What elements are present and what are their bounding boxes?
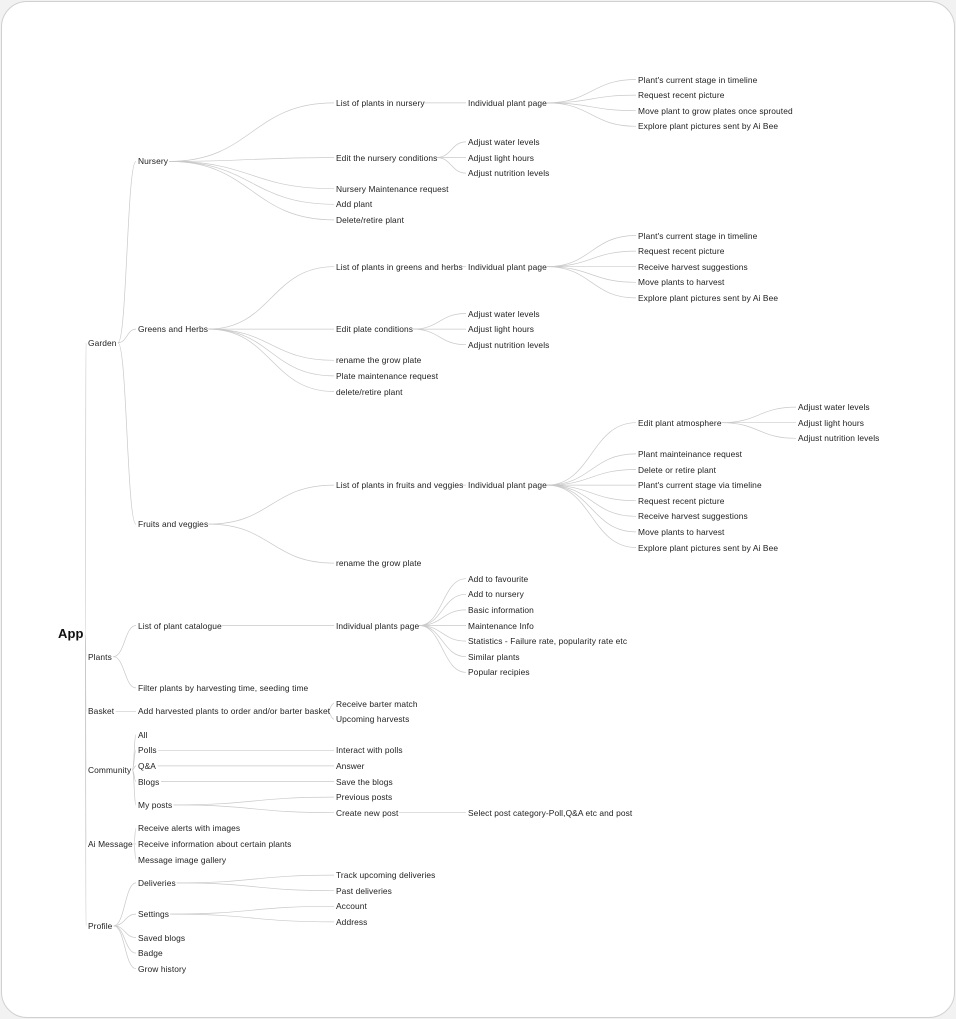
node-community: Community — [88, 764, 132, 775]
node-adjust-water-levels: Adjust water levels — [468, 136, 540, 147]
node-similar-plants: Similar plants — [468, 651, 520, 662]
node-receive-information-about-certain-plants: Receive information about certain plants — [138, 838, 292, 849]
node-nursery: Nursery — [138, 156, 169, 167]
canvas-frame — [1, 1, 955, 1018]
node-blogs: Blogs — [138, 776, 160, 787]
node-delete-or-retire-plant: Delete or retire plant — [638, 464, 717, 475]
node-interact-with-polls: Interact with polls — [336, 745, 403, 756]
node-list-of-plants-in-nursery: List of plants in nursery — [336, 97, 425, 108]
node-nursery-maintenance-request: Nursery Maintenance request — [336, 183, 449, 194]
node-plant-s-current-stage-via-timeline: Plant's current stage via timeline — [638, 480, 762, 491]
node-explore-plant-pictures-sent-by-ai-bee: Explore plant pictures sent by Ai Bee — [638, 121, 779, 132]
node-adjust-nutrition-levels: Adjust nutrition levels — [798, 433, 880, 444]
node-fruits-and-veggies: Fruits and veggies — [138, 519, 209, 530]
sitemap-tree — [2, 2, 954, 1017]
node-request-recent-picture: Request recent picture — [638, 246, 725, 257]
node-statistics-failure-rate-popularity-rate-etc: Statistics - Failure rate, popularity rate etc — [468, 636, 628, 647]
node-adjust-light-hours: Adjust light hours — [798, 417, 865, 428]
node-all: All — [138, 729, 148, 740]
node-select-post-category-poll-q-a-etc-and-post: Select post category-Poll,Q&A etc and post — [468, 807, 633, 818]
node-garden: Garden — [88, 337, 117, 348]
node-past-deliveries: Past deliveries — [336, 885, 392, 896]
node-list-of-plants-in-fruits-and-veggies: List of plants in fruits and veggies — [336, 480, 464, 491]
node-create-new-post: Create new post — [336, 807, 399, 818]
node-adjust-nutrition-levels: Adjust nutrition levels — [468, 168, 550, 179]
node-address: Address — [336, 916, 368, 927]
node-adjust-water-levels: Adjust water levels — [798, 402, 870, 413]
node-list-of-plant-catalogue: List of plant catalogue — [138, 620, 222, 631]
node-plants: Plants — [88, 651, 112, 662]
node-add-to-favourite: Add to favourite — [468, 573, 529, 584]
node-move-plant-to-grow-plates-once-sprouted: Move plant to grow plates once sprouted — [638, 105, 793, 116]
node-receive-harvest-suggestions: Receive harvest suggestions — [638, 261, 748, 272]
node-rename-the-grow-plate: rename the grow plate — [336, 355, 422, 366]
node-ai-message: Ai Message — [88, 838, 133, 849]
node-maintenance-info: Maintenance Info — [468, 620, 534, 631]
node-plant-s-current-stage-in-timeline: Plant's current stage in timeline — [638, 74, 758, 85]
node-basket: Basket — [88, 706, 115, 717]
node-explore-plant-pictures-sent-by-ai-bee: Explore plant pictures sent by Ai Bee — [638, 292, 779, 303]
node-delete-retire-plant: Delete/retire plant — [336, 214, 405, 225]
node-move-plants-to-harvest: Move plants to harvest — [638, 277, 725, 288]
node-adjust-light-hours: Adjust light hours — [468, 324, 535, 335]
node-request-recent-picture: Request recent picture — [638, 495, 725, 506]
node-greens-and-herbs: Greens and Herbs — [138, 324, 209, 335]
node-my-posts: My posts — [138, 799, 173, 810]
node-adjust-light-hours: Adjust light hours — [468, 152, 535, 163]
node-badge: Badge — [138, 948, 163, 959]
node-track-upcoming-deliveries: Track upcoming deliveries — [336, 870, 436, 881]
node-polls: Polls — [138, 745, 157, 756]
node-receive-barter-match: Receive barter match — [336, 698, 418, 709]
node-basic-information: Basic information — [468, 604, 534, 615]
node-filter-plants-by-harvesting-time-seeding-time: Filter plants by harvesting time, seeding time — [138, 682, 309, 693]
node-request-recent-picture: Request recent picture — [638, 90, 725, 101]
node-add-harvested-plants-to-order-and-or-barter-basket: Add harvested plants to order and/or barter basket — [138, 706, 331, 717]
node-add-plant: Add plant — [336, 199, 373, 210]
node-individual-plant-page: Individual plant page — [468, 97, 547, 108]
node-q-a: Q&A — [138, 760, 156, 771]
node-adjust-nutrition-levels: Adjust nutrition levels — [468, 339, 550, 350]
node-profile: Profile — [88, 920, 113, 931]
node-explore-plant-pictures-sent-by-ai-bee: Explore plant pictures sent by Ai Bee — [638, 542, 779, 553]
node-deliveries: Deliveries — [138, 877, 176, 888]
node-delete-retire-plant: delete/retire plant — [336, 386, 403, 397]
node-answer: Answer — [336, 760, 365, 771]
node-add-to-nursery: Add to nursery — [468, 589, 524, 600]
node-save-the-blogs: Save the blogs — [336, 776, 393, 787]
node-upcoming-harvests: Upcoming harvests — [336, 714, 410, 725]
node-move-plants-to-harvest: Move plants to harvest — [638, 526, 725, 537]
node-plant-s-current-stage-in-timeline: Plant's current stage in timeline — [638, 230, 758, 241]
node-plant-mainteinance-request: Plant mainteinance request — [638, 448, 743, 459]
node-grow-history: Grow history — [138, 963, 187, 974]
node-plate-maintenance-request: Plate maintenance request — [336, 370, 439, 381]
root-node-app: App — [58, 626, 84, 642]
node-individual-plants-page: Individual plants page — [336, 620, 420, 631]
node-account: Account — [336, 901, 367, 912]
node-message-image-gallery: Message image gallery — [138, 854, 227, 865]
node-adjust-water-levels: Adjust water levels — [468, 308, 540, 319]
node-edit-the-nursery-conditions: Edit the nursery conditions — [336, 152, 438, 163]
node-popular-recipies: Popular recipies — [468, 667, 530, 678]
node-previous-posts: Previous posts — [336, 792, 393, 803]
node-edit-plant-atmosphere: Edit plant atmosphere — [638, 417, 722, 428]
node-settings: Settings — [138, 909, 170, 920]
node-individual-plant-page: Individual plant page — [468, 261, 547, 272]
node-edit-plate-conditions: Edit plate conditions — [336, 324, 414, 335]
node-receive-harvest-suggestions: Receive harvest suggestions — [638, 511, 748, 522]
node-rename-the-grow-plate: rename the grow plate — [336, 558, 422, 569]
node-saved-blogs: Saved blogs — [138, 932, 186, 943]
node-receive-alerts-with-images: Receive alerts with images — [138, 823, 241, 834]
node-individual-plant-page: Individual plant page — [468, 480, 547, 491]
node-list-of-plants-in-greens-and-herbs: List of plants in greens and herbs — [336, 261, 463, 272]
